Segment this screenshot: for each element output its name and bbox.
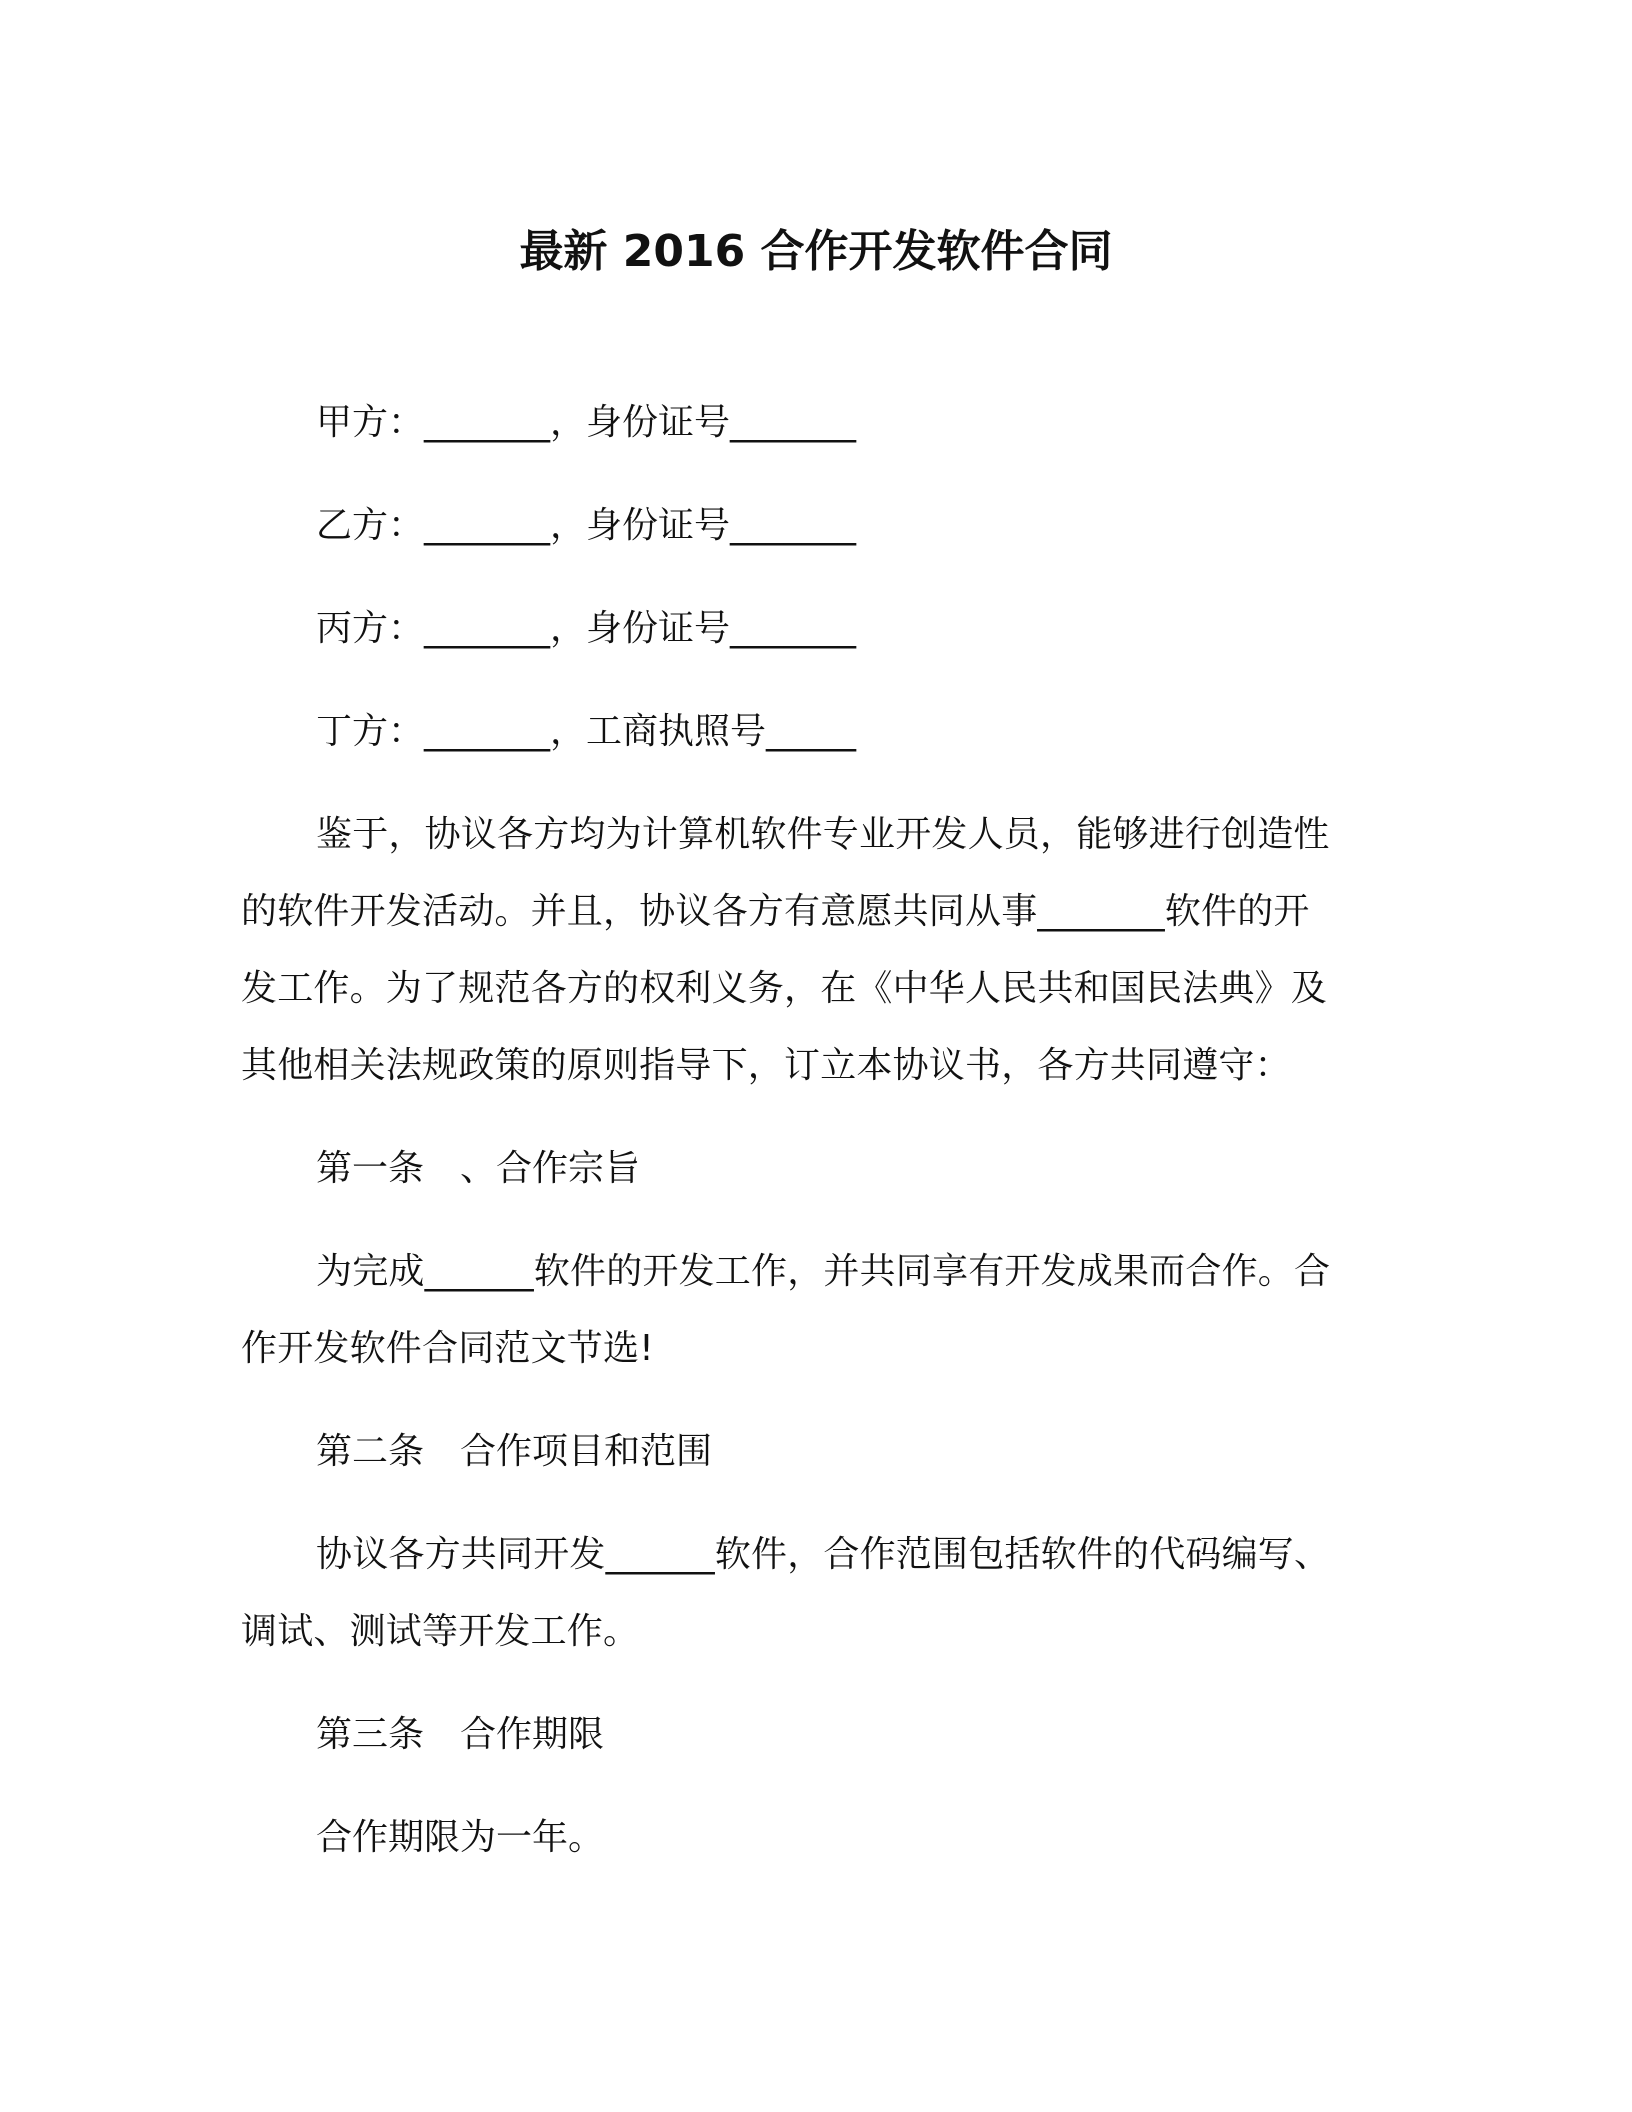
- preamble-line: 发工作。为了规范各方的权利义务，在《中华人民共和国民法典》及: [241, 968, 1328, 1009]
- article-2-heading: 第二条 合作项目和范围: [316, 1431, 713, 1472]
- party-b-line: 乙方：_______，身份证号_______: [316, 505, 857, 546]
- article-3-heading: 第三条 合作期限: [316, 1714, 605, 1755]
- preamble-line: 的软件开发活动。并且，协议各方有意愿共同从事_______软件的开: [241, 891, 1310, 932]
- party-d-line: 丁方：_______，工商执照号_____: [316, 711, 857, 752]
- article-2-body-line: 协议各方共同开发______软件，合作范围包括软件的代码编写、: [316, 1534, 1331, 1575]
- article-2-body-line: 调试、测试等开发工作。: [241, 1611, 640, 1652]
- article-1-heading: 第一条 、合作宗旨: [316, 1148, 641, 1189]
- document-title: 最新 2016 合作开发软件合同: [519, 226, 1113, 277]
- article-3-body-line: 合作期限为一年。: [316, 1817, 605, 1858]
- article-1-body-line: 为完成______软件的开发工作，并共同享有开发成果而合作。合: [316, 1251, 1331, 1292]
- party-a-line: 甲方：_______，身份证号_______: [316, 402, 857, 443]
- article-1-body-line: 作开发软件合同范文节选!: [241, 1328, 654, 1369]
- preamble-line: 鉴于，协议各方均为计算机软件专业开发人员，能够进行创造性: [316, 814, 1330, 855]
- preamble-line: 其他相关法规政策的原则指导下，订立本协议书，各方共同遵守：: [241, 1045, 1291, 1086]
- party-c-line: 丙方：_______，身份证号_______: [316, 608, 857, 649]
